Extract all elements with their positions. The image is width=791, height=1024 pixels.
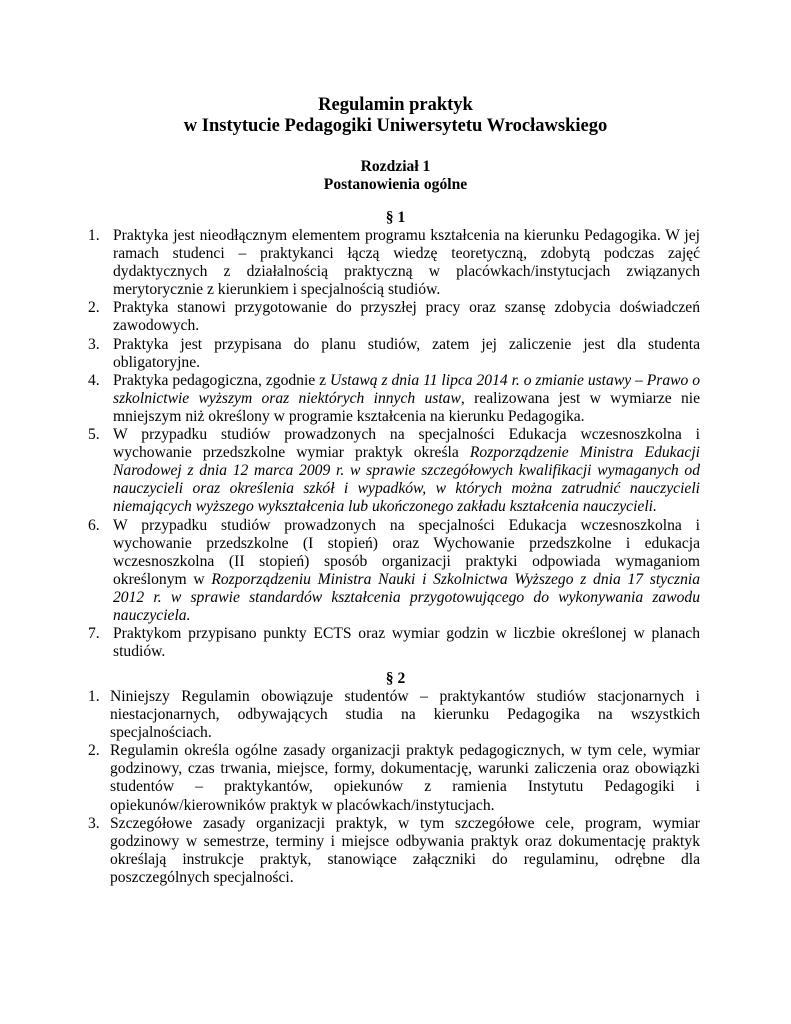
document-subtitle: w Instytucie Pedagogiki Uniwersytetu Wrocławskiego [183, 116, 608, 136]
regulation-reference: Rozporządzenie Ministra Edukacji Narodowej z dnia 12 marca 2009 r. w sprawie szczegółowych kwalifikacji wymaganych od nauczycieli oraz określenia szkół i wypadków, w których można zatrudnić nauczycieli niemających wyższego wykształcenia lub ukończonego zakładu kształcenia nauczycieli. [113, 444, 700, 516]
chapter-name: Postanowienia ogólne [323, 176, 468, 193]
item-number: 2. [88, 742, 100, 760]
list-item [88, 426, 700, 516]
list-item [88, 299, 700, 335]
item-text-tail: , realizowana jest w wymiarze nie mniejszym niż określony w programie kształcenia na kierunku Pedagogika. [113, 389, 700, 425]
list-item [88, 742, 700, 814]
chapter-label: Rozdział 1 [360, 158, 431, 175]
item-number: 3. [88, 335, 100, 353]
document-title: Regulamin praktyk [318, 95, 473, 115]
item-number: 4. [88, 371, 100, 389]
list-item [88, 517, 700, 626]
item-number: 5. [88, 426, 100, 444]
list-item [88, 688, 700, 742]
list-item [88, 625, 700, 661]
item-text: Regulamin określa ogólne zasady organizacji praktyk pedagogicznych, w tym cele, wymiar godzinowy, czas trwania, miejsce, formy, dokumentację, warunki zaliczenia oraz obowiązki studentów – praktykantów, opiekunów z ramienia Instytutu Pedagogiki i opiekunów/kierowników praktyk w placówkach/instytucjach. [110, 742, 700, 814]
item-text: Praktyka stanowi przygotowanie do przyszłej pracy oraz szansę zdobycia doświadczeń zawodowych. [113, 299, 700, 335]
section-2-list [88, 688, 700, 887]
item-text: Szczegółowe zasady organizacji praktyk, w tym szczegółowe cele, program, wymiar godzinowy w semestrze, terminy i miejsce odbywania praktyk oraz dokumentację praktyk określają instrukcje praktyk, stanowiące załączniki do regulaminu, odrębne dla poszczególnych specjalności. [110, 814, 700, 886]
list-item [88, 372, 700, 426]
section-1-list [88, 227, 700, 661]
item-text: Niniejszy Regulamin obowiązuje studentów – praktykantów studiów stacjonarnych i niestacjonarnych, odbywających studia na kierunku Pedagogika na wszystkich specjalnościach. [110, 688, 700, 742]
item-text: Praktyka jest nieodłącznym elementem programu kształcenia na kierunku Pedagogika. W jej ramach studenci – praktykanci łączą wiedzę teoretyczną, zdobytą podczas zajęć dydaktycznych z działalnością praktyczną w placówkach/instytucjach związanych merytorycznie z kierunkiem i specjalnością studiów. [113, 227, 700, 299]
item-text: Praktykom przypisano punkty ECTS oraz wymiar godzin w liczbie określonej w planach studiów. [113, 625, 700, 661]
item-number: 1. [88, 227, 100, 244]
item-text-lead: Praktyka pedagogiczna, zgodnie z [113, 371, 330, 389]
section-2-heading: § 2 [385, 670, 406, 687]
list-item [88, 815, 700, 887]
item-number: 6. [88, 516, 100, 534]
item-text-lead: W przypadku studiów prowadzonych na specjalności Edukacja wczesnoszkolna i wychowanie przedszkolne (I stopień) oraz Wychowanie przedszkolne i edukacja wczesnoszkolna (II stopień) sposób organizacji praktyki odpowiada wymaganiom określonym w [113, 516, 700, 588]
regulation-reference: Rozporządzeniu Ministra Nauki i Szkolnictwa Wyższego z dnia 17 stycznia 2012 r. w sprawie standardów kształcenia przygotowującego do wykonywania zawodu nauczyciela. [113, 570, 701, 624]
item-text-lead: W przypadku studiów prowadzonych na specjalności Edukacja wczesnoszkolna i wychowanie przedszkolne wymiar praktyk określa [113, 426, 700, 462]
item-number: 2. [88, 299, 100, 317]
statute-reference: Ustawą z dnia 11 lipca 2014 r. o zmianie ustawy – Prawo o szkolnictwie wyższym oraz niektórych innych ustaw [113, 371, 701, 407]
item-number: 7. [88, 625, 100, 643]
item-text: Praktyka jest przypisana do planu studiów, zatem jej zaliczenie jest dla studenta obligatoryjne. [113, 335, 700, 371]
item-number: 3. [88, 814, 100, 832]
section-1-heading: § 1 [385, 209, 406, 226]
list-item [88, 336, 700, 372]
item-number: 1. [88, 688, 100, 705]
list-item [88, 227, 700, 299]
